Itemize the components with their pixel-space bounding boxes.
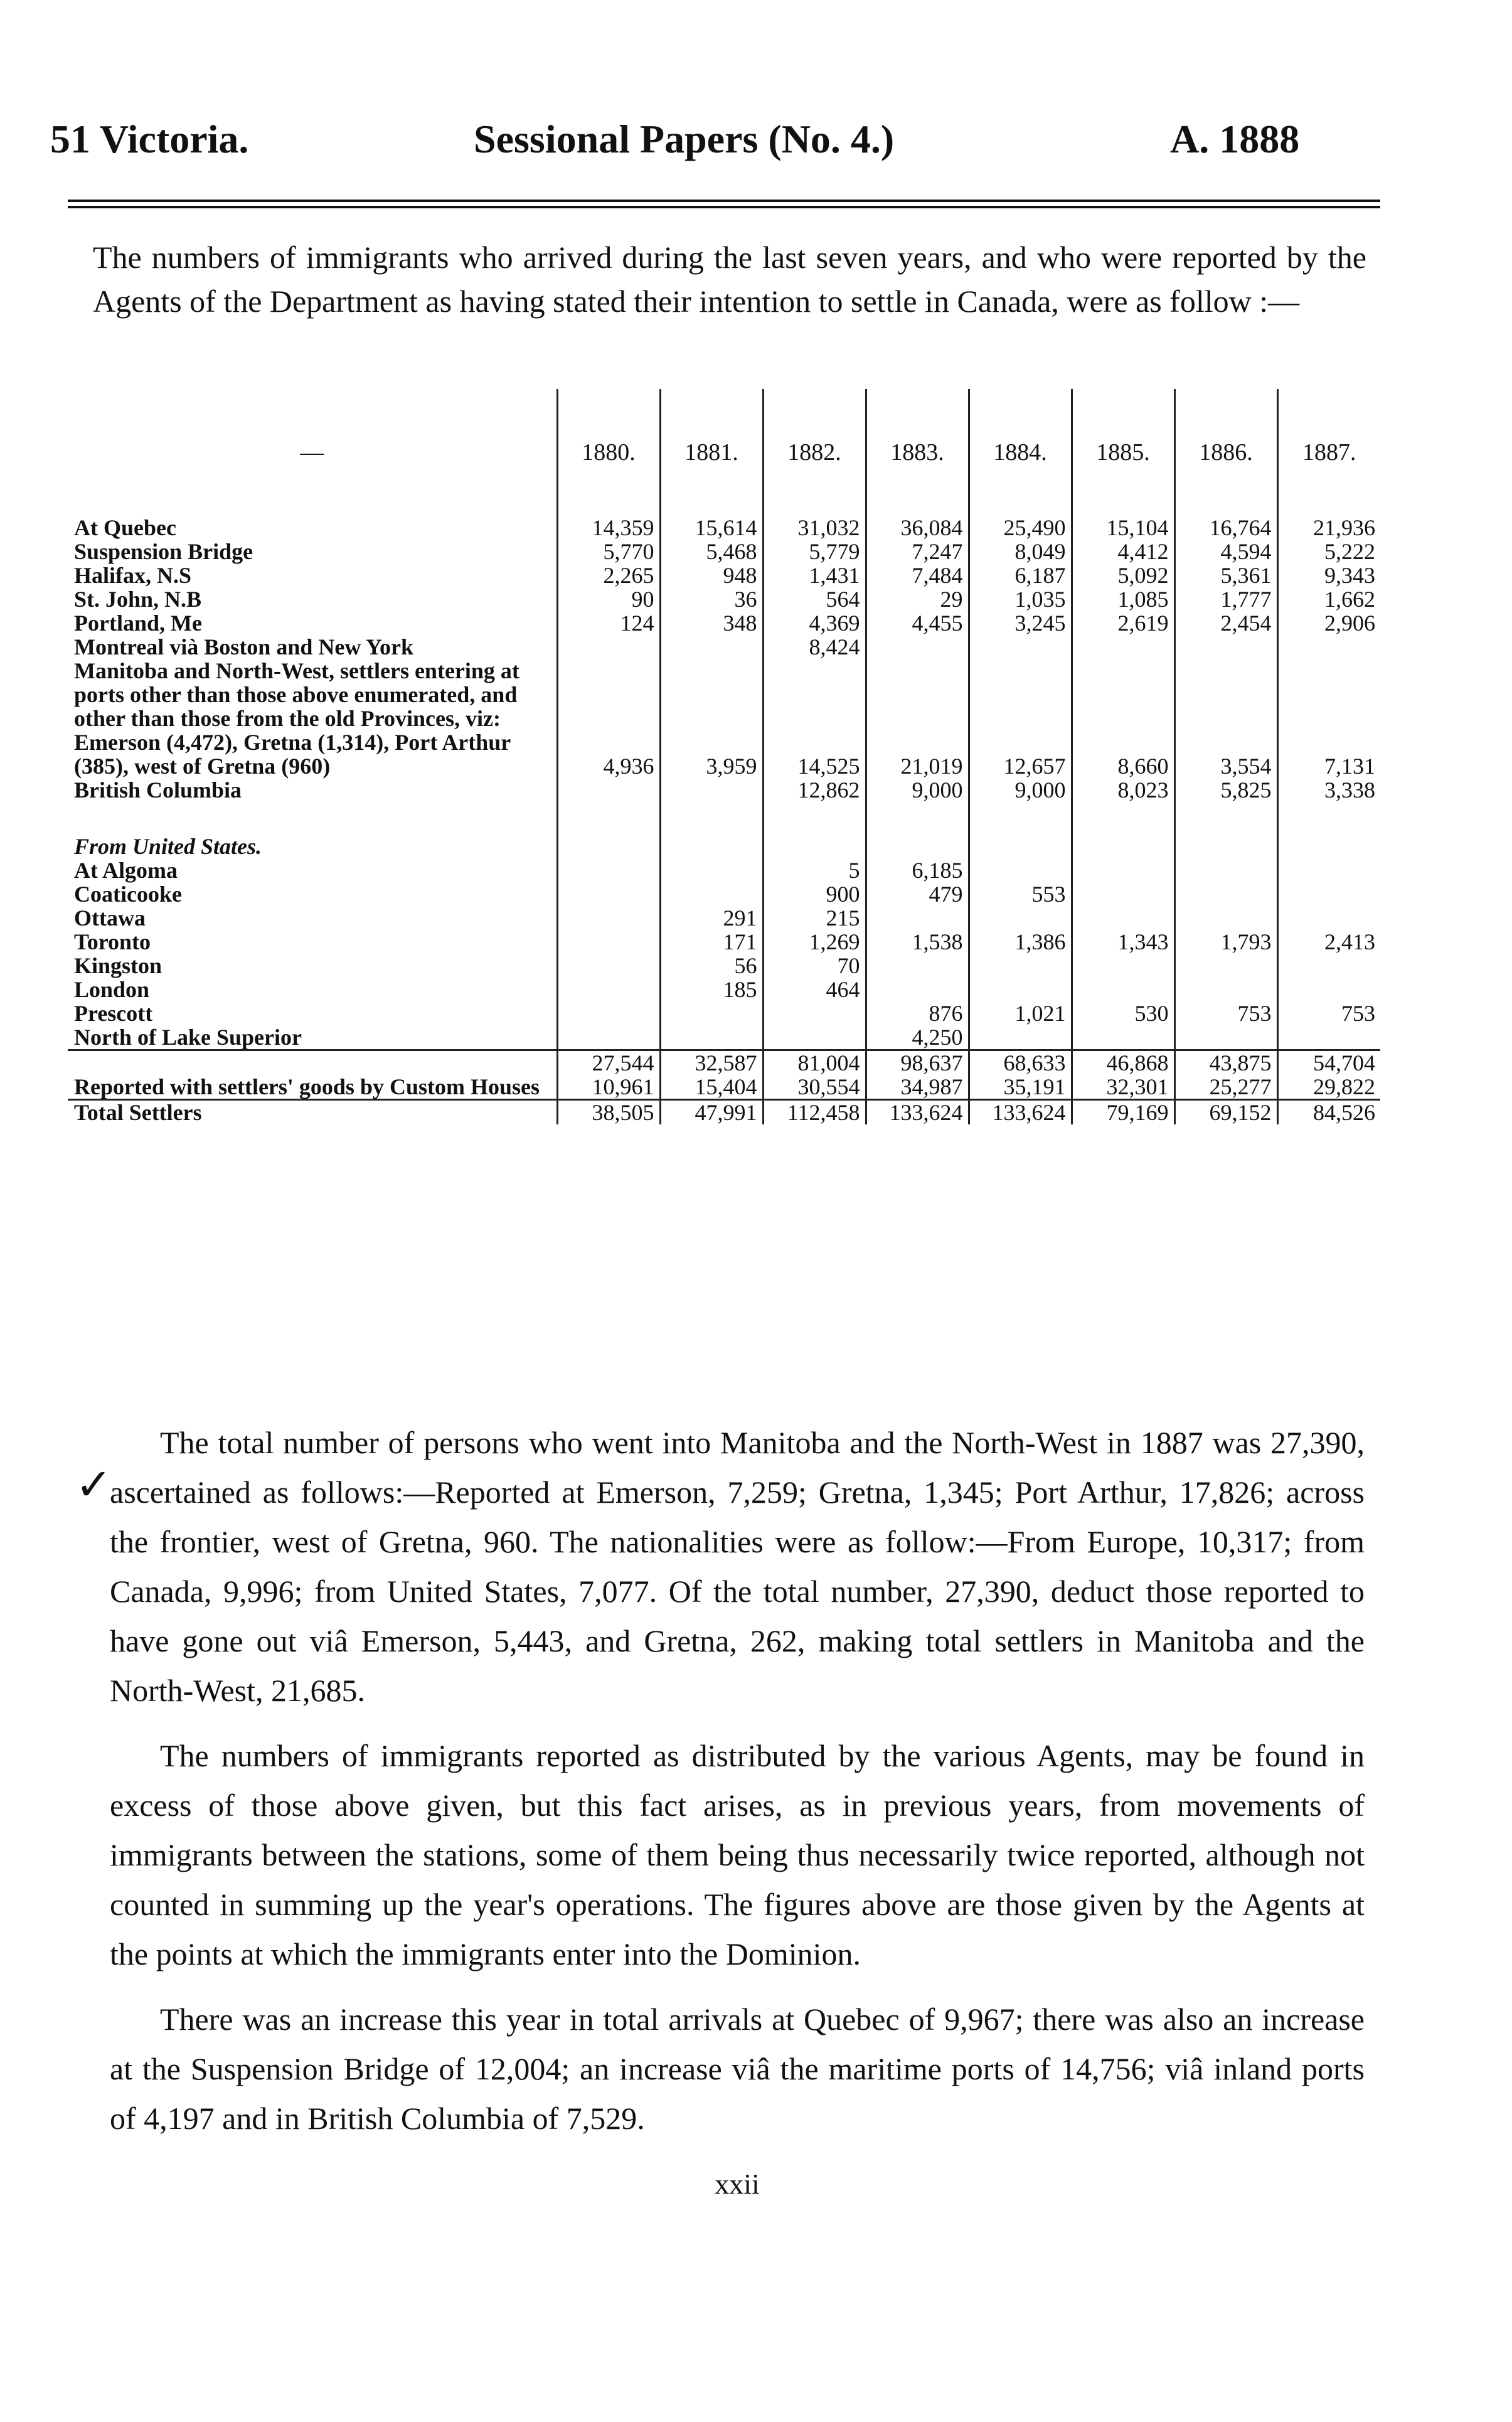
year-header: 1880. (557, 389, 660, 516)
table-cell: 70 (763, 954, 866, 978)
table-cell: 68,633 (969, 1050, 1072, 1075)
table-cell (557, 802, 660, 858)
table-cell: 1,793 (1174, 930, 1277, 954)
table-cell: 5,779 (763, 540, 866, 563)
table-cell (866, 635, 969, 659)
row-label: Montreal vià Boston and New York (74, 634, 414, 659)
table-row (68, 563, 1380, 587)
table-cell: 15,614 (660, 516, 763, 540)
table-cell: 5,361 (1174, 563, 1277, 587)
table-row (68, 1001, 1380, 1025)
table-cell: 2,413 (1277, 930, 1380, 954)
table-cell: 1,035 (969, 587, 1072, 611)
table-cell: 112,458 (763, 1100, 866, 1125)
table-cell (1072, 882, 1174, 906)
table-cell: 15,404 (660, 1075, 763, 1100)
table-cell: 133,624 (866, 1100, 969, 1125)
table-cell: 5,468 (660, 540, 763, 563)
body-text (110, 1418, 1365, 2209)
table-row (68, 1025, 1380, 1050)
table-cell (557, 858, 660, 882)
table-row (68, 635, 1380, 659)
table-cell: 291 (660, 906, 763, 930)
table-cell (763, 1025, 866, 1050)
paragraph: The numbers of immigrants reported as distributed by the various Agents, may be found in excess of those above given, but this fact arises, as in previous years, from movements of immigrants between the stations, some of them being thus necessarily twice reported, although not counted in summing up the year's operations. The figures above are those given by the Agents at the points at which the immigrants enter into the Dominion. (110, 1738, 1365, 1971)
paragraph: There was an increase this year in total arrivals at Quebec of 9,967; there was also an increase at the Suspension Bridge of 12,004; an increase viâ the maritime ports of 14,756; viâ inland ports of 4,197 and in British Columbia of 7,529. (110, 2002, 1365, 2136)
table-cell: 530 (1072, 1001, 1174, 1025)
row-label: Suspension Bridge (74, 539, 253, 564)
table-cell: 133,624 (969, 1100, 1072, 1125)
table-cell (660, 802, 763, 858)
table-row (68, 540, 1380, 563)
table-cell: 30,554 (763, 1075, 866, 1100)
table-cell (1174, 906, 1277, 930)
table-cell: 3,338 (1277, 778, 1380, 802)
table-cell: 79,169 (1072, 1100, 1174, 1125)
table-cell: 1,662 (1277, 587, 1380, 611)
table-cell: 98,637 (866, 1050, 969, 1075)
table-cell (1277, 978, 1380, 1001)
table-cell (660, 1025, 763, 1050)
table-cell (1174, 635, 1277, 659)
table-cell (969, 906, 1072, 930)
table-cell: 3,245 (969, 611, 1072, 635)
table-cell: 2,454 (1174, 611, 1277, 635)
table-cell: 7,247 (866, 540, 969, 563)
table-cell: 32,301 (1072, 1075, 1174, 1100)
table-cell: 5,092 (1072, 563, 1174, 587)
table-cell: 753 (1174, 1001, 1277, 1025)
table-cell (1072, 978, 1174, 1001)
table-cell (1277, 802, 1380, 858)
table-cell: 54,704 (1277, 1050, 1380, 1075)
table-cell: 1,386 (969, 930, 1072, 954)
table-cell: 900 (763, 882, 866, 906)
table-cell: 8,660 (1072, 659, 1174, 778)
table-cell: 1,021 (969, 1001, 1072, 1025)
header-center: Sessional Papers (No. 4.) (474, 117, 895, 161)
row-label: Toronto (74, 929, 151, 954)
page-number: xxii (715, 2168, 760, 2200)
table-cell: 29,822 (1277, 1075, 1380, 1100)
table-row (68, 906, 1380, 930)
year-header-row (68, 389, 1380, 516)
year-header: 1881. (660, 389, 763, 516)
table-cell: 7,484 (866, 563, 969, 587)
table-row (68, 978, 1380, 1001)
table-cell (763, 1001, 866, 1025)
table-cell (1277, 882, 1380, 906)
table-cell: 7,131 (1277, 659, 1380, 778)
table-row (68, 516, 1380, 540)
table-cell (969, 802, 1072, 858)
table-cell (969, 1025, 1072, 1050)
table-cell: 553 (969, 882, 1072, 906)
row-label: Reported with settlers' goods by Custom Houses (74, 1074, 540, 1099)
row-label: Total Settlers (68, 1100, 557, 1125)
table-cell: 8,424 (763, 635, 866, 659)
table-cell (969, 635, 1072, 659)
table-cell (660, 1001, 763, 1025)
table-body (68, 516, 1380, 1124)
table-cell: 47,991 (660, 1100, 763, 1125)
table-cell: 753 (1277, 1001, 1380, 1025)
table-cell: 12,657 (969, 659, 1072, 778)
table-cell: 185 (660, 978, 763, 1001)
table-cell: 21,936 (1277, 516, 1380, 540)
table-cell: 2,619 (1072, 611, 1174, 635)
table-cell: 4,455 (866, 611, 969, 635)
table-cell: 29 (866, 587, 969, 611)
table-cell: 5 (763, 858, 866, 882)
table-cell: 5,222 (1277, 540, 1380, 563)
table-cell: 36 (660, 587, 763, 611)
immigration-table (68, 389, 1380, 1124)
header-dash: — (300, 439, 324, 466)
row-label: British Columbia (74, 777, 242, 803)
table-row (68, 930, 1380, 954)
table-row (68, 587, 1380, 611)
table-cell: 464 (763, 978, 866, 1001)
table-cell: 4,936 (557, 659, 660, 778)
table-cell (1277, 954, 1380, 978)
table-cell: 6,185 (866, 858, 969, 882)
table-row (68, 778, 1380, 802)
table-row (68, 611, 1380, 635)
table-cell (1277, 1025, 1380, 1050)
table-cell (866, 954, 969, 978)
table-cell: 31,032 (763, 516, 866, 540)
table-cell (557, 906, 660, 930)
customs-row (68, 1075, 1380, 1100)
table-cell: 46,868 (1072, 1050, 1174, 1075)
row-label (68, 1050, 557, 1075)
table-cell (1277, 906, 1380, 930)
subtotal-row (68, 1050, 1380, 1075)
table-cell: 43,875 (1174, 1050, 1277, 1075)
table-cell (557, 1001, 660, 1025)
table-cell: 34,987 (866, 1075, 969, 1100)
table-cell (1174, 858, 1277, 882)
checkmark-icon: ✓ (75, 1461, 112, 1510)
table-cell (1072, 906, 1174, 930)
table-cell: 1,538 (866, 930, 969, 954)
row-label: London (74, 977, 150, 1002)
table-cell: 10,961 (557, 1075, 660, 1100)
row-label: At Algoma (74, 858, 178, 883)
table-cell: 27,544 (557, 1050, 660, 1075)
table-cell: 84,526 (1277, 1100, 1380, 1125)
paragraph: The total number of persons who went into Manitoba and the North-West in 1887 was 27,390, ascertained as follows:—Reported at Emerson, 7,259; Gretna, 1,345; Port Arthur, 17,826; across the frontier, west of Gretna, 960. The nationalities were as follow:—From Europe, 10,317; from Canada, 9,996; from United States, 7,077. Of the total number, 27,390, deduct those reported to have gone out viâ Emerson, 5,443, and Gretna, 262, making total settlers in Manitoba and the North-West, 21,685. (110, 1425, 1365, 1708)
us-heading: From United States. (74, 834, 262, 859)
table-cell (660, 635, 763, 659)
table-cell: 4,412 (1072, 540, 1174, 563)
table-cell (1072, 954, 1174, 978)
table-row (68, 659, 1380, 778)
table-cell: 5,770 (557, 540, 660, 563)
table-cell: 90 (557, 587, 660, 611)
table-cell (557, 930, 660, 954)
table-cell: 38,505 (557, 1100, 660, 1125)
table-cell (1072, 858, 1174, 882)
table-cell (1277, 858, 1380, 882)
table-row (68, 954, 1380, 978)
table-cell: 2,265 (557, 563, 660, 587)
table-cell: 215 (763, 906, 866, 930)
table-cell (1072, 635, 1174, 659)
row-label: Ottawa (74, 905, 146, 931)
header-rule-2 (68, 206, 1380, 208)
table-cell: 69,152 (1174, 1100, 1277, 1125)
table-cell: 36,084 (866, 516, 969, 540)
table-cell: 8,049 (969, 540, 1072, 563)
table-cell (969, 978, 1072, 1001)
table-cell (557, 882, 660, 906)
us-heading-row (68, 802, 1380, 858)
table-row (68, 858, 1380, 882)
table-cell: 32,587 (660, 1050, 763, 1075)
row-label: At Quebec (74, 515, 176, 540)
table-cell (660, 882, 763, 906)
row-label: Kingston (74, 953, 162, 978)
table-cell (969, 858, 1072, 882)
row-label: Manitoba and North-West, settlers entering at ports other than those above enumerated, and other than those from the old Provinces, viz: Emerson (4,472), Gretna (1,314), Port Arthur (385), west of Gretna (960) (74, 658, 519, 779)
table-cell: 14,525 (763, 659, 866, 778)
row-label: Prescott (74, 1001, 153, 1026)
year-header: 1885. (1072, 389, 1174, 516)
year-header: 1886. (1174, 389, 1277, 516)
table-cell (557, 954, 660, 978)
table-cell: 948 (660, 563, 763, 587)
header-right: A. 1888 (1170, 117, 1300, 161)
header-left: 51 Victoria. (50, 117, 249, 161)
row-label: North of Lake Superior (74, 1025, 302, 1050)
table-cell: 479 (866, 882, 969, 906)
table-cell: 5,825 (1174, 778, 1277, 802)
table-cell: 9,343 (1277, 563, 1380, 587)
total-row (68, 1100, 1380, 1125)
table-cell: 8,023 (1072, 778, 1174, 802)
table-cell: 9,000 (969, 778, 1072, 802)
table-cell: 171 (660, 930, 763, 954)
table-cell: 16,764 (1174, 516, 1277, 540)
table-cell: 21,019 (866, 659, 969, 778)
row-label: Portland, Me (74, 611, 202, 636)
table-cell (1174, 882, 1277, 906)
table-cell: 3,959 (660, 659, 763, 778)
table-cell: 348 (660, 611, 763, 635)
table-cell (557, 635, 660, 659)
table-cell: 81,004 (763, 1050, 866, 1075)
table-cell: 9,000 (866, 778, 969, 802)
table-cell (1174, 802, 1277, 858)
table-cell (1174, 978, 1277, 1001)
row-label: Coaticooke (74, 882, 182, 907)
table-cell: 1,085 (1072, 587, 1174, 611)
table-cell: 25,277 (1174, 1075, 1277, 1100)
table-cell: 56 (660, 954, 763, 978)
table-cell: 564 (763, 587, 866, 611)
table-cell (557, 1025, 660, 1050)
year-header: 1883. (866, 389, 969, 516)
table-cell (557, 778, 660, 802)
intro-paragraph: The numbers of immigrants who arrived during the last seven years, and who were reported by the Agents of the Department as having stated their intention to settle in Canada, were as follow :— (93, 240, 1366, 319)
table-cell: 25,490 (969, 516, 1072, 540)
table-row (68, 882, 1380, 906)
table-cell (557, 978, 660, 1001)
table-cell: 876 (866, 1001, 969, 1025)
table-cell: 35,191 (969, 1075, 1072, 1100)
table-cell (866, 978, 969, 1001)
table-cell (1174, 954, 1277, 978)
table-cell (763, 802, 866, 858)
table-cell: 1,431 (763, 563, 866, 587)
table-cell (1277, 635, 1380, 659)
row-label: Halifax, N.S (74, 563, 192, 588)
table-cell (1072, 802, 1174, 858)
row-label: St. John, N.B (74, 587, 202, 612)
table-cell: 3,554 (1174, 659, 1277, 778)
table-cell: 1,269 (763, 930, 866, 954)
table-cell (969, 954, 1072, 978)
table-cell: 4,250 (866, 1025, 969, 1050)
table-cell (866, 802, 969, 858)
year-header: 1887. (1277, 389, 1380, 516)
table-cell (660, 778, 763, 802)
table-cell (866, 906, 969, 930)
table-cell: 1,343 (1072, 930, 1174, 954)
table-cell: 1,777 (1174, 587, 1277, 611)
table-cell: 4,594 (1174, 540, 1277, 563)
year-header: 1884. (969, 389, 1072, 516)
table-cell: 124 (557, 611, 660, 635)
table-cell: 2,906 (1277, 611, 1380, 635)
table-cell: 4,369 (763, 611, 866, 635)
table-cell: 14,359 (557, 516, 660, 540)
table-cell: 12,862 (763, 778, 866, 802)
table-cell (660, 858, 763, 882)
table-cell: 15,104 (1072, 516, 1174, 540)
header-rule (68, 200, 1380, 202)
year-header: 1882. (763, 389, 866, 516)
table-cell (1072, 1025, 1174, 1050)
table-cell: 6,187 (969, 563, 1072, 587)
table-cell (1174, 1025, 1277, 1050)
